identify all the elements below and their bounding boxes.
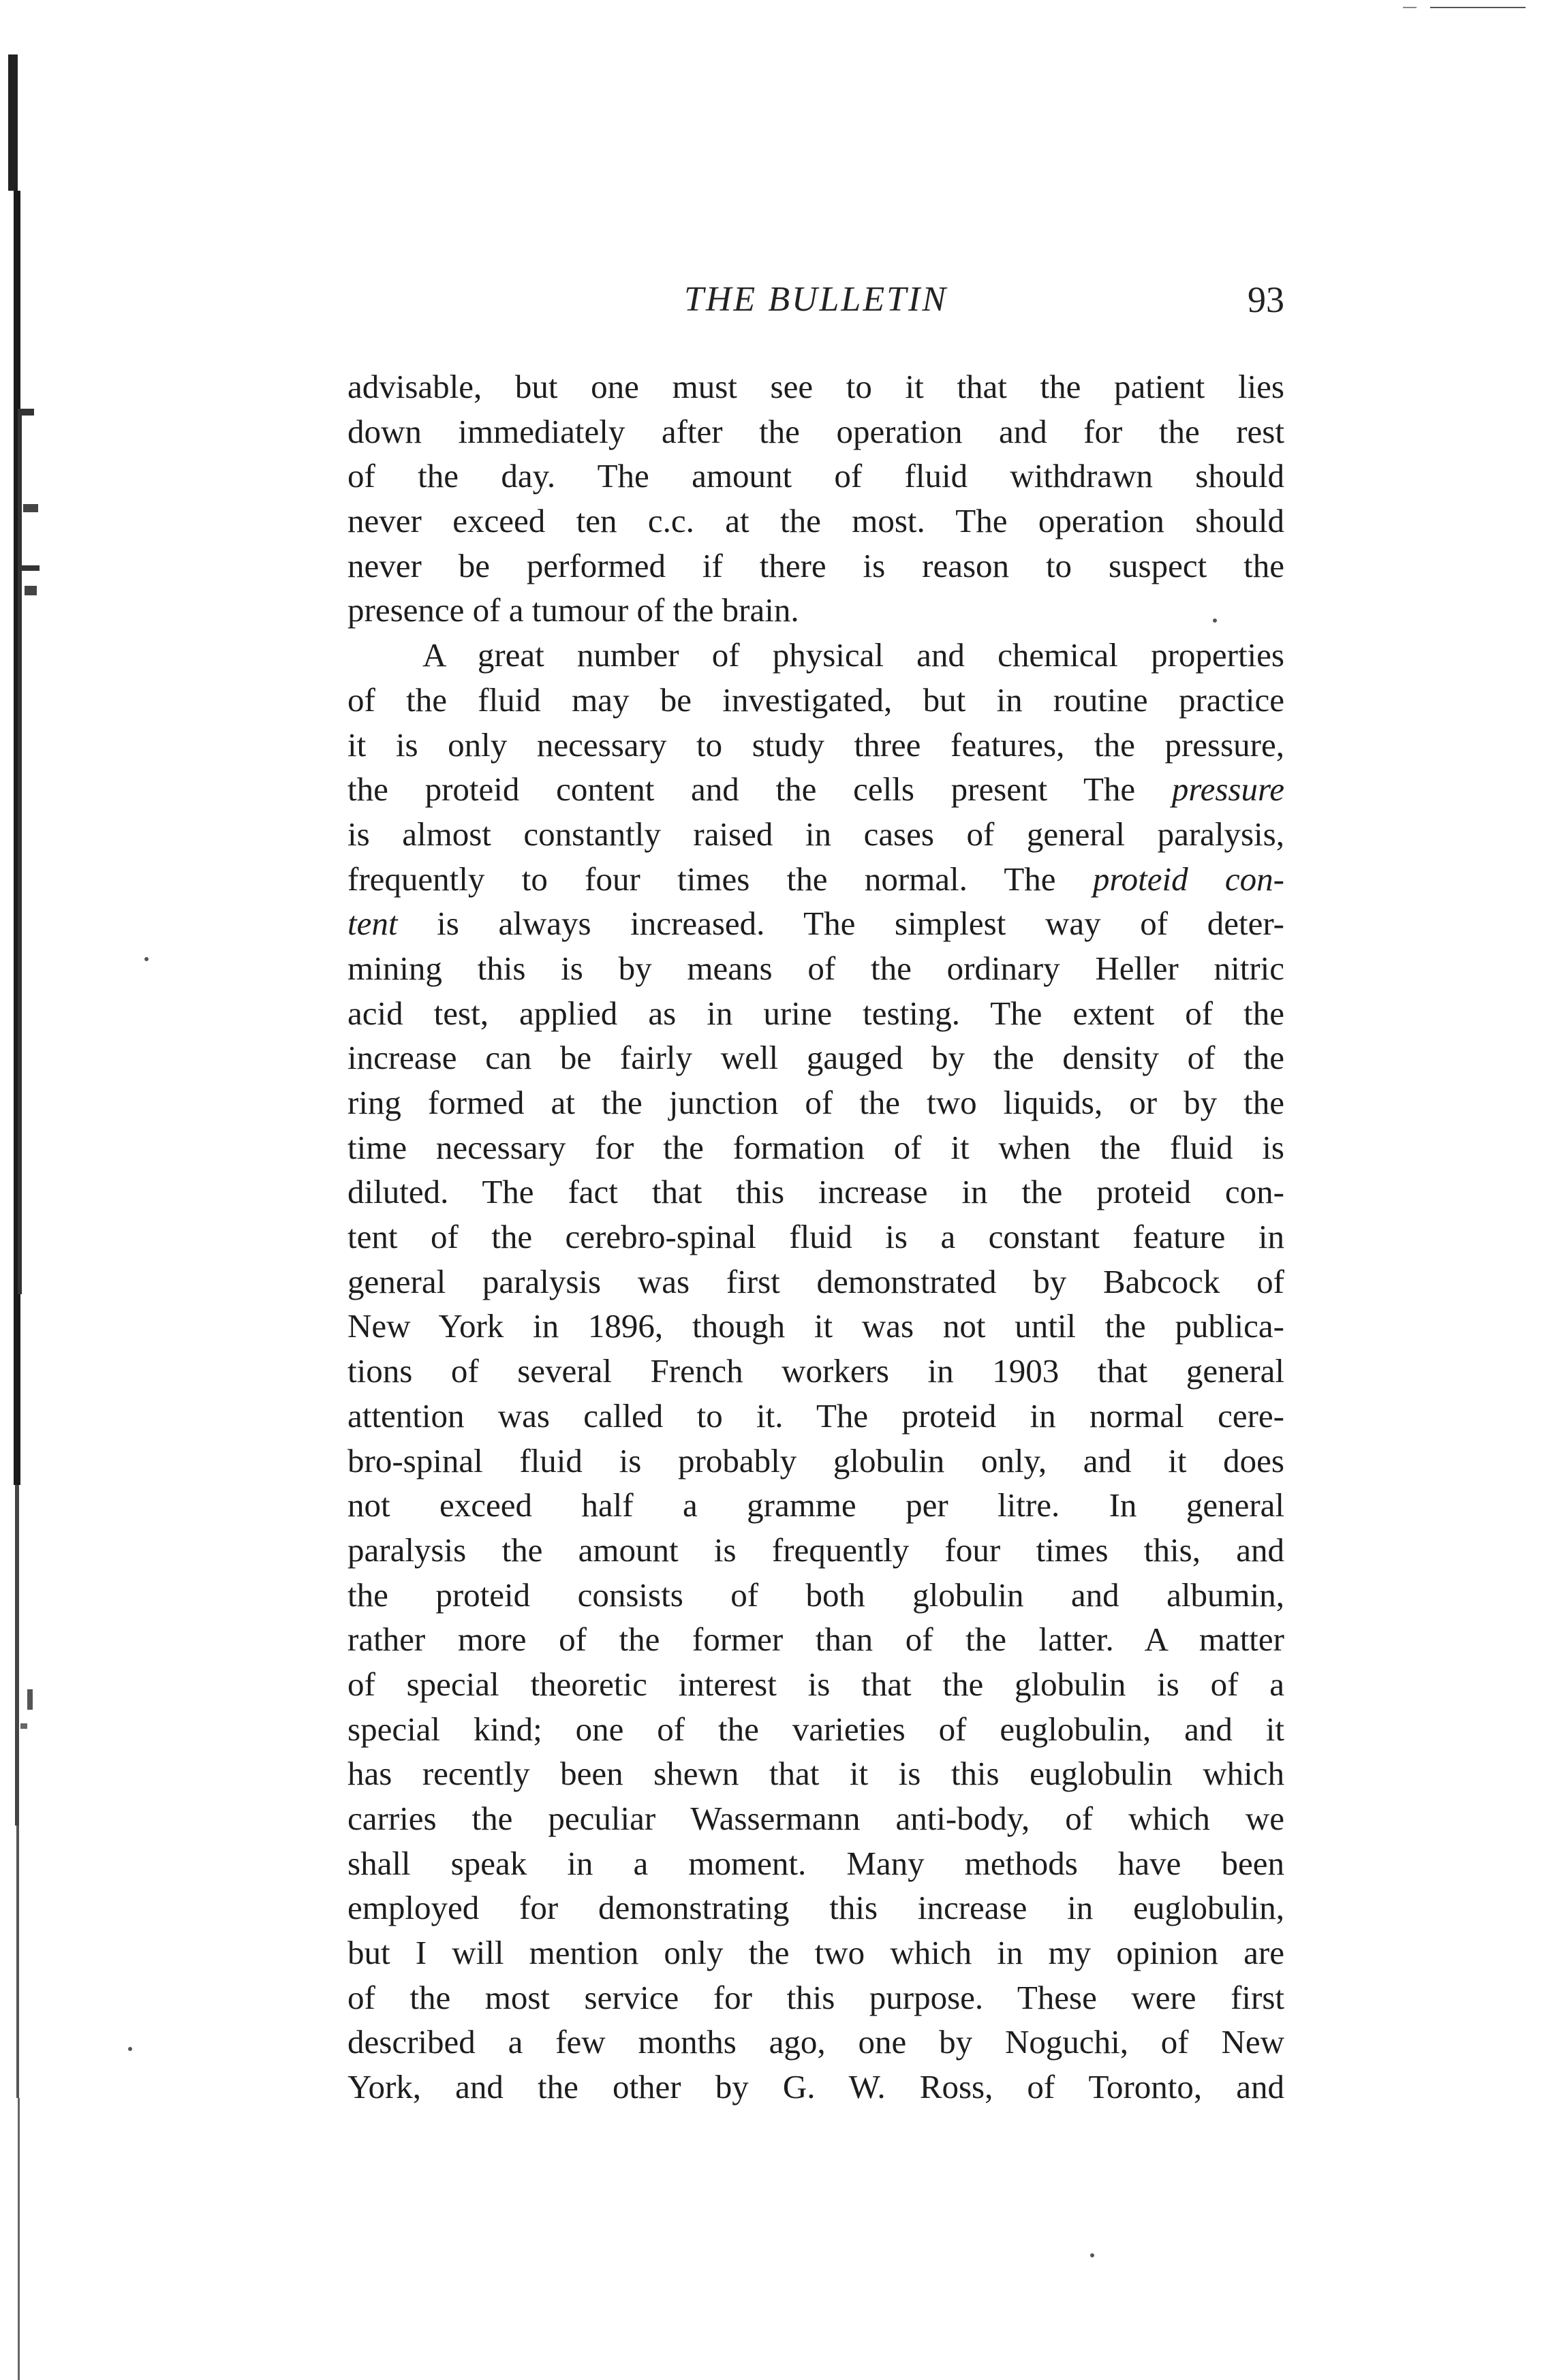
italic-term: proteid con- [1092, 860, 1284, 898]
italic-term: tent [347, 905, 398, 943]
text-line: special kind; one of the varieties of euglobulin, and it [347, 1710, 1284, 1748]
text-line: tions of several French workers in 1903 that general [347, 1352, 1284, 1390]
text-line: diluted. The fact that this increase in the proteid con- [347, 1173, 1284, 1211]
scan-speck [1090, 2253, 1094, 2257]
text-line: general paralysis was first demonstrated by Babcock of [347, 1262, 1284, 1300]
text-run: frequently to four times the normal. The [347, 860, 1093, 898]
text-line: but I will mention only the two which in my opinion are [347, 1934, 1284, 1972]
text-line: carries the peculiar Wassermann anti-body, of which we [347, 1800, 1284, 1837]
text-line: advisable, but one must see to it that the patient lies [347, 368, 1284, 405]
text-run: is always increased. The simplest way of deter- [397, 905, 1284, 943]
text-line: New York in 1896, though it was not until the publica- [347, 1307, 1284, 1345]
binding-edge-shadow [0, 0, 89, 2380]
scan-speck [1213, 619, 1217, 623]
scan-edge-mark [1403, 5, 1526, 10]
text-line: mining this is by means of the ordinary Heller nitric [347, 949, 1284, 987]
body-text [347, 364, 1284, 2110]
scan-speck [128, 2047, 132, 2051]
text-line [347, 767, 1284, 812]
text-line: paralysis the amount is frequently four times this, and [347, 1531, 1284, 1569]
text-line: rather more of the former than of the latter. A matter [347, 1620, 1284, 1659]
running-head [347, 272, 1284, 327]
text-line: bro-spinal fluid is probably globulin only, and it does [347, 1441, 1284, 1479]
text-line: York, and the other by G. W. Ross, of Toronto, and [347, 2068, 1284, 2106]
text-run: the proteid content and the cells present The [347, 770, 1172, 809]
text-line: of the most service for this purpose. These were first [347, 1978, 1284, 2016]
text-line: presence of a tumour of the brain. [347, 591, 799, 629]
text-line: shall speak in a moment. Many methods have been [347, 1844, 1284, 1882]
text-line: time necessary for the formation of it when the fluid is [347, 1128, 1284, 1166]
text-line: never be performed if there is reason to suspect the [347, 546, 1284, 584]
text-line: has recently been shewn that it is this euglobulin which [347, 1755, 1284, 1793]
text-line: down immediately after the operation and for the rest [347, 412, 1284, 450]
text-line: is almost constantly raised in cases of general paralysis, [347, 815, 1284, 853]
text-line: of special theoretic interest is that the globulin is of a [347, 1665, 1284, 1703]
text-line: tent of the cerebro-spinal fluid is a constant feature in [347, 1218, 1284, 1256]
text-line: acid test, applied as in urine testing. The extent of the [347, 994, 1284, 1032]
text-line: it is only necessary to study three features, the pressure, [347, 725, 1284, 764]
text-line: attention was called to it. The proteid in normal cere- [347, 1396, 1284, 1435]
text-line: increase can be fairly well gauged by the density of the [347, 1039, 1284, 1077]
text-line: never exceed ten c.c. at the most. The operation should [347, 502, 1284, 540]
scan-speck [144, 957, 149, 961]
page-number: 93 [1248, 279, 1284, 320]
running-title: THE BULLETIN [683, 280, 948, 319]
italic-term: pressure [1171, 770, 1284, 809]
text-line: described a few months ago, one by Noguchi, of New [347, 2023, 1284, 2061]
text-line: employed for demonstrating this increase in euglobulin, [347, 1889, 1284, 1927]
text-line: of the day. The amount of fluid withdrawn should [347, 457, 1284, 495]
text-line [347, 857, 1284, 902]
text-line: the proteid consists of both globulin and albumin, [347, 1576, 1284, 1614]
text-line: ring formed at the junction of the two liquids, or by the [347, 1084, 1284, 1121]
text-line [347, 901, 1284, 946]
text-line: A great number of physical and chemical properties [422, 636, 1284, 674]
text-line: not exceed half a gramme per litre. In general [347, 1486, 1284, 1524]
text-line: of the fluid may be investigated, but in routine practice [347, 680, 1284, 719]
